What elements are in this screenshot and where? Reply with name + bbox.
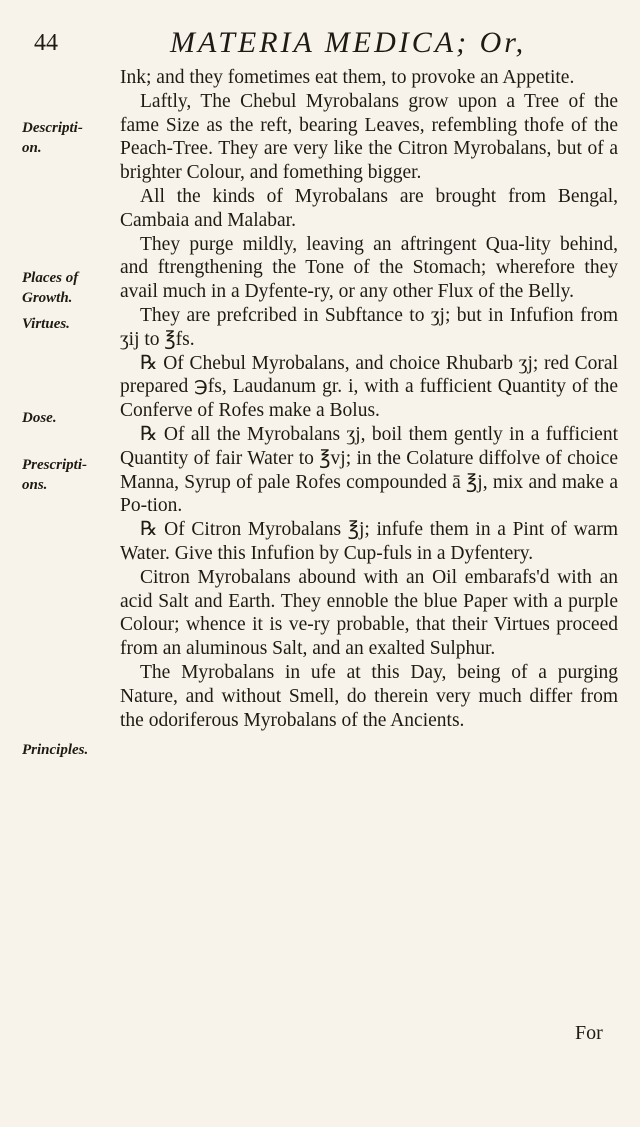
margin-note-line: Virtues. xyxy=(22,316,70,332)
paragraph-places-of-growth: All the kinds of Myrobalans are brought from Bengal, Cambaia and Malabar. xyxy=(120,185,618,231)
body-text xyxy=(120,66,618,732)
paragraph-appetite: Ink; and they fometimes eat them, to provoke an Appetite. xyxy=(120,67,575,88)
margin-note-line: Prescripti- xyxy=(22,457,87,473)
paragraph-chebul-description: Laftly, The Chebul Myrobalans grow upon a Tree of the fame Size as the reft, bearing Leaves, refembling thofe of the Peach-Tree. They are very like the Citron Myrobalans, but of a brighter Colour, and fomething bigger. xyxy=(120,90,618,184)
margin-note-line: Growth. xyxy=(22,290,73,306)
margin-note-line: Principles. xyxy=(22,742,89,758)
margin-note-line: ons. xyxy=(22,477,48,493)
paragraph-virtues: They purge mildly, leaving an aftringent Qua-lity behind, and ftrengthening the Tone of the Stomach; wherefore they avail much in a Dyfente-ry, or any other Flux of the Belly. xyxy=(120,233,618,303)
margin-note-places-of-growth xyxy=(22,268,78,308)
paragraph-prescription-bolus: ℞ Of Chebul Myrobalans, and choice Rhubarb ʒj; red Coral prepared ℈fs, Laudanum gr. i, with a fufficient Quantity of the Conferve of Rofes make a Bolus. xyxy=(120,352,618,422)
margin-note-virtues xyxy=(22,314,70,334)
page-header xyxy=(0,26,640,66)
paragraph-prescription-potion: ℞ Of all the Myrobalans ʒj, boil them gently in a fufficient Quantity of fair Water to ℥vj; in the Colature diffolve of choice Manna, Syrup of pale Rofes compounded ā ℥j, mix and make a Po-tion. xyxy=(120,423,618,517)
page-number: 44 xyxy=(34,30,58,56)
catchword: For xyxy=(575,1022,603,1044)
margin-note-principles xyxy=(22,740,88,760)
paragraph-prescription-infusion: ℞ Of Citron Myrobalans ℥j; infufe them in a Pint of warm Water. Give this Infufion by Cup-fuls in a Dyfentery. xyxy=(120,519,618,564)
paragraph-principles: Citron Myrobalans abound with an Oil embarafs'd with an acid Salt and Earth. They ennoble the blue Paper with a purple Colour; whence it is ve-ry probable, that their Virtues proceed from an aluminous Salt, and an exalted Sulphur. xyxy=(120,566,618,660)
running-title: MATERIA MEDICA; Or, xyxy=(170,26,527,59)
margin-note-line: Dose. xyxy=(22,410,57,426)
margin-note-line: Descripti- xyxy=(22,120,83,136)
margin-note-prescriptions xyxy=(22,455,87,495)
margin-note-line: on. xyxy=(22,140,42,156)
margin-note-description xyxy=(22,118,83,158)
paragraph-modern-myrobalans: The Myrobalans in ufe at this Day, being of a purging Nature, and without Smell, do therein very much differ from the odoriferous Myrobalans of the Ancients. xyxy=(120,661,618,731)
paragraph-dose: They are prefcribed in Subftance to ʒj; but in Infufion from ʒij to ℥fs. xyxy=(120,304,618,350)
margin-note-line: Places of xyxy=(22,270,79,286)
margin-note-dose xyxy=(22,408,57,428)
